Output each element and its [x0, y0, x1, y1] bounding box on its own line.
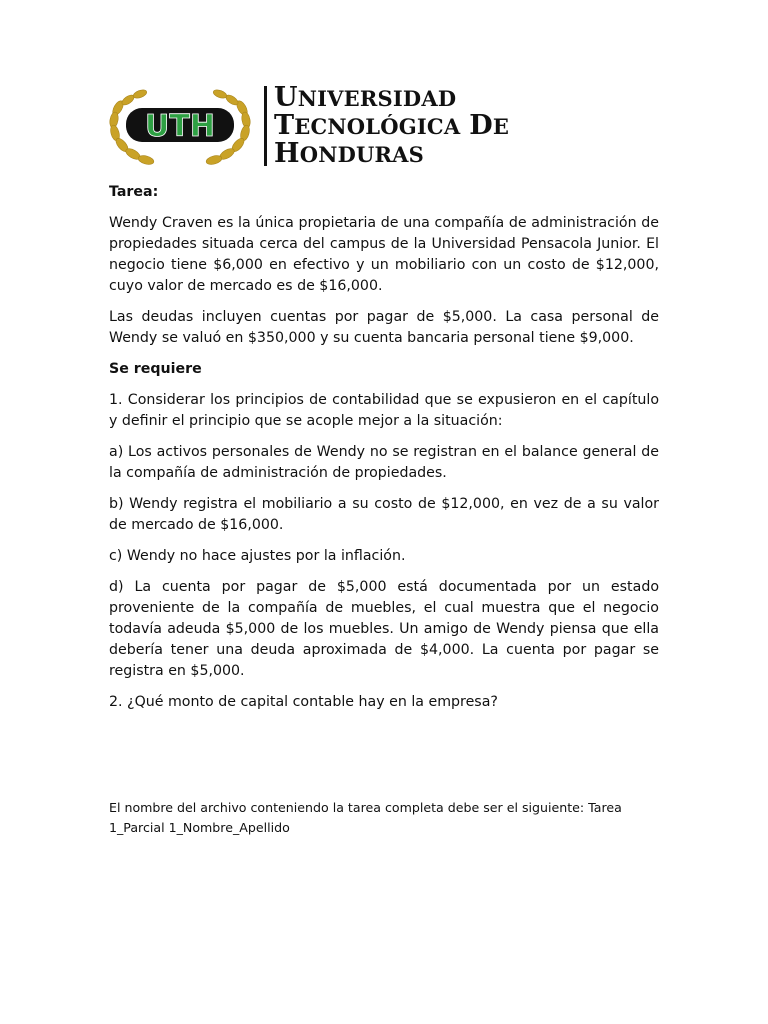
question-1a: a) Los activos personales de Wendy no se registran en el balance general de la compañía de administración de propiedades. — [109, 444, 659, 481]
question-1b: b) Wendy registra el mobiliario a su costo de $12,000, en vez de a su valor de mercado de $16,000. — [109, 496, 659, 533]
intro-paragraph-1: Wendy Craven es la única propietaria de una compañía de administración de propiedades situada cerca del campus de la Universidad Pensacola Junior. El negocio tiene $6,000 en efectivo y un mobiliario con un costo de $12,000, cuyo valor de mercado es de $16,000. — [109, 215, 659, 294]
logo-text: UTH — [145, 109, 215, 144]
university-name-line-3: HONDURAS — [274, 138, 425, 169]
question-1: 1. Considerar los principios de contabilidad que se expusieron en el capítulo y definir el principio que se acople mejor a la situación: — [109, 392, 659, 429]
assignment-title: Tarea: — [109, 184, 159, 200]
question-2: 2. ¿Qué monto de capital contable hay en la empresa? — [109, 694, 498, 710]
uth-logo-laurel-icon — [106, 82, 254, 168]
filename-note: El nombre del archivo conteniendo la tarea completa debe ser el siguiente: Tarea 1_Parcial 1_Nombre_Apellido — [109, 800, 622, 835]
question-1d: d) La cuenta por pagar de $5,000 está documentada por un estado proveniente de la compañía de muebles, el cual muestra que el negocio todavía adeuda $5,000 de los muebles. Un amigo de Wendy piensa que ella debería tener una deuda aproximada de $4,000. La cuenta por pagar se registra en $5,000. — [109, 579, 659, 679]
university-name-line-2: TECNOLÓGICA DE — [274, 110, 510, 141]
header-divider — [264, 86, 267, 166]
question-1c: c) Wendy no hace ajustes por la inflación. — [109, 548, 406, 564]
required-heading: Se requiere — [109, 361, 202, 377]
university-header — [106, 82, 666, 168]
university-name — [274, 84, 509, 168]
intro-paragraph-2: Las deudas incluyen cuentas por pagar de $5,000. La casa personal de Wendy se valuó en $350,000 y su cuenta bancaria personal tiene $9,000. — [109, 309, 659, 346]
university-name-line-1: UNIVERSIDAD — [274, 82, 457, 113]
assignment-body — [109, 182, 659, 723]
